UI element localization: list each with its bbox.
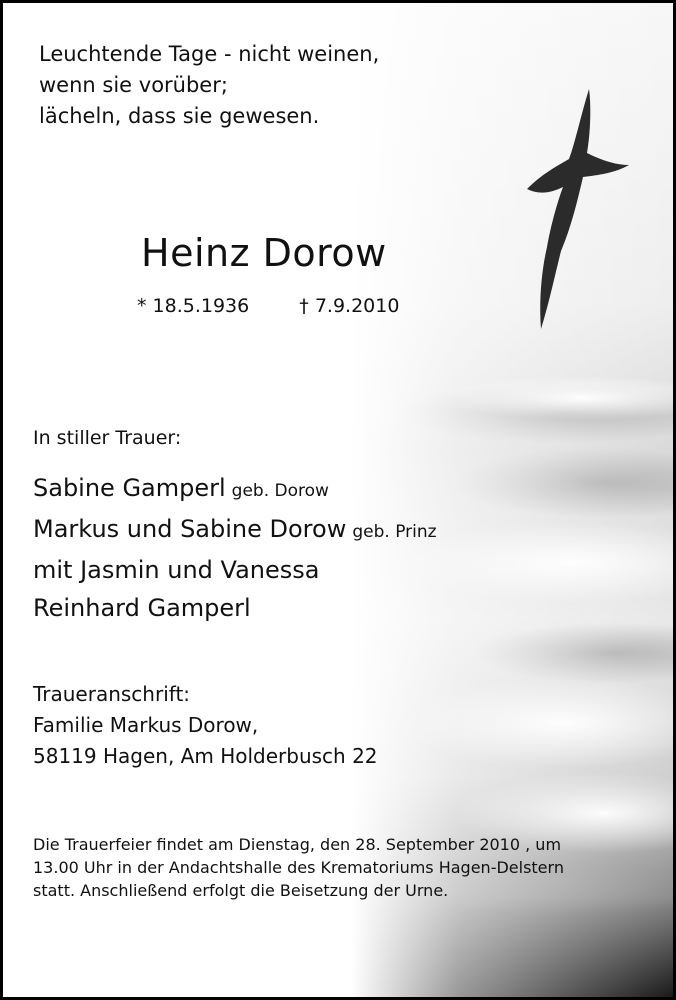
mourner-name: mit Jasmin und Vanessa [33, 556, 320, 584]
funeral-notice [33, 833, 564, 902]
mourner-line [33, 510, 437, 551]
poem-line: Leuchtende Tage - nicht weinen, [39, 42, 380, 66]
poem-line: wenn sie vorüber; [39, 73, 228, 97]
poem [39, 39, 379, 132]
mourner-name: Markus und Sabine Dorow [33, 515, 347, 543]
notice-line: statt. Anschließend erfolgt die Beisetzung der Urne. [33, 881, 449, 900]
deceased-name: Heinz Dorow [141, 231, 387, 275]
notice-line: Die Trauerfeier findet am Dienstag, den 28. September 2010 , um [33, 835, 562, 854]
mourner-line [33, 589, 437, 627]
mourner-line [33, 551, 437, 589]
mourner-line [33, 469, 437, 510]
death-date: † 7.9.2010 [299, 295, 400, 317]
mourner-note: geb. Prinz [352, 522, 437, 542]
life-dates [137, 295, 399, 317]
mourners-list [33, 469, 437, 627]
notice-line: 13.00 Uhr in der Andachtshalle des Krematoriums Hagen-Delstern [33, 858, 564, 877]
address-line: 58119 Hagen, Am Holderbusch 22 [33, 744, 378, 768]
mourner-name: Sabine Gamperl [33, 474, 226, 502]
mourning-address [33, 679, 378, 772]
mourner-name: Reinhard Gamperl [33, 594, 251, 622]
address-label: Traueranschrift: [33, 682, 191, 706]
birth-date: * 18.5.1936 [137, 295, 250, 317]
poem-line: lächeln, dass sie gewesen. [39, 104, 320, 128]
mourning-heading: In stiller Trauer: [33, 427, 182, 449]
mourner-note: geb. Dorow [231, 481, 329, 501]
address-line: Familie Markus Dorow, [33, 713, 259, 737]
